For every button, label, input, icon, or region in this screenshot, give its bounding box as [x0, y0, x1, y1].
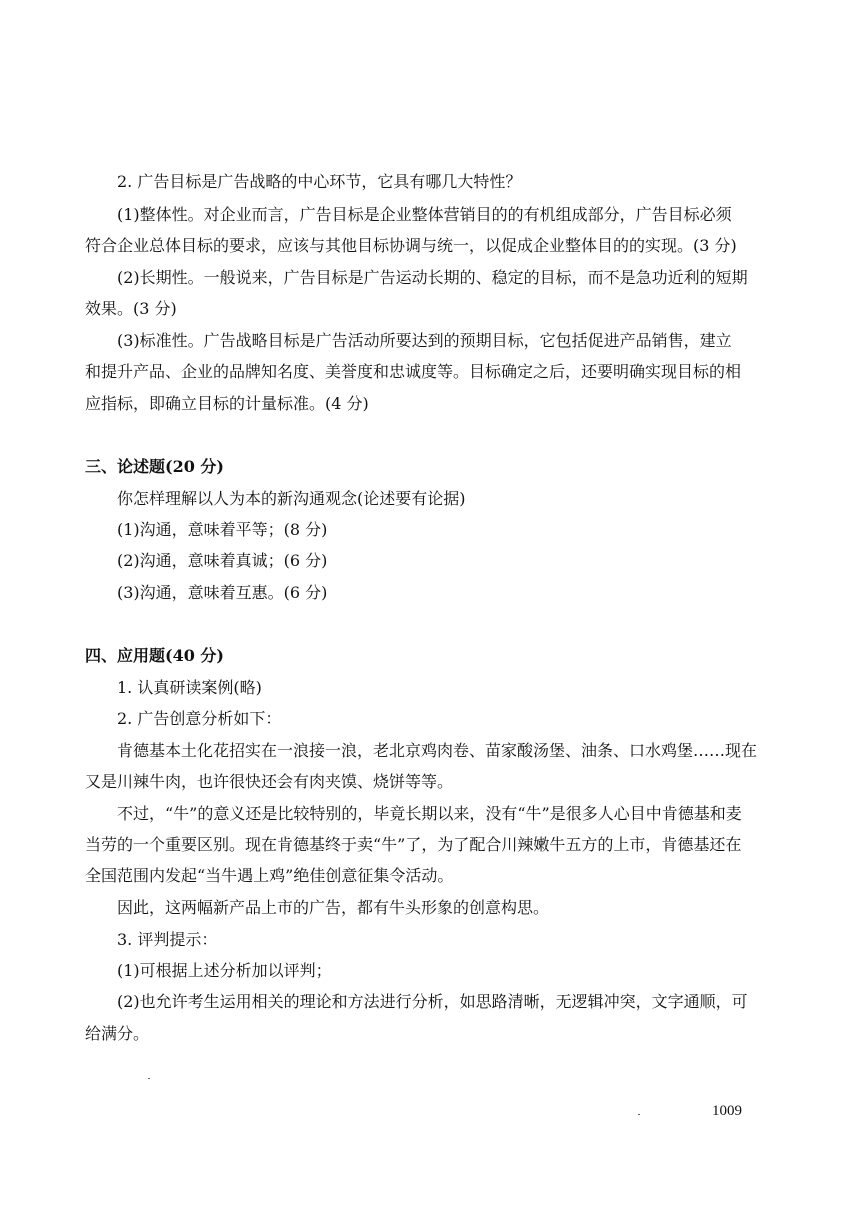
analysis-para-1-line-2: 又是川辣牛肉，也许很快还会有肉夹馍、烧饼等等。 [85, 772, 454, 791]
answer-3-line-2: 和提升产品、企业的品牌知名度、美誉度和忠诚度等。目标确定之后，还要明确实现目标的相 [85, 362, 742, 381]
application-item-3: 3. 评判提示： [117, 930, 218, 949]
essay-point-1: (1)沟通，意味着平等；(8 分) [117, 520, 328, 539]
answer-1-line-2: 符合企业总体目标的要求，应该与其他目标协调与统一，以促成企业整体目的的实现。(3 分) [85, 236, 737, 255]
analysis-para-2-line-2: 当劳的一个重要区别。现在肯德基终于卖“牛”了，为了配合川辣嫩牛五方的上市，肯德基还在 [85, 835, 742, 854]
answer-3-line-3: 应指标，即确立目标的计量标准。(4 分) [85, 394, 369, 413]
grading-hint-2-line-1: (2)也允许考生运用相关的理论和方法进行分析，如思路清晰，无逻辑冲突，文字通顺，可 [117, 992, 748, 1011]
section-three-heading: 三、论述题(20 分) [85, 457, 224, 476]
analysis-para-3: 因此，这两幅新产品上市的广告，都有牛头形象的创意构思。 [117, 898, 550, 917]
scan-speck [148, 1078, 150, 1079]
application-item-2: 2. 广告创意分析如下： [117, 709, 282, 728]
scan-speck [638, 1114, 640, 1115]
analysis-para-2-line-3: 全国范围内发起“当牛遇上鸡”绝佳创意征集令活动。 [85, 866, 454, 885]
answer-2-line-2: 效果。(3 分) [85, 299, 177, 318]
analysis-para-1-line-1: 肯德基本土化花招实在一浪接一浪，老北京鸡肉卷、苗家酸汤堡、油条、口水鸡堡……现在 [117, 741, 758, 760]
application-item-1: 1. 认真研读案例(略) [117, 678, 262, 697]
essay-point-3: (3)沟通，意味着互惠。(6 分) [117, 583, 328, 602]
essay-prompt: 你怎样理解以人为本的新沟通观念(论述要有论据) [117, 489, 466, 508]
grading-hint-1: (1)可根据上述分析加以评判； [117, 961, 332, 980]
question-2: 2. 广告目标是广告战略的中心环节，它具有哪几大特性？ [117, 172, 522, 191]
page-number: 1009 [712, 1103, 742, 1119]
analysis-para-2-line-1: 不过，“牛”的意义还是比较特别的，毕竟长期以来，没有“牛”是很多人心目中肯德基和麦 [117, 804, 742, 823]
answer-3-line-1: (3)标准性。广告战略目标是广告活动所要达到的预期目标，它包括促进产品销售，建立 [117, 331, 732, 350]
section-four-heading: 四、应用题(40 分) [85, 646, 224, 665]
answer-2-line-1: (2)长期性。一般说来，广告目标是广告运动长期的、稳定的目标，而不是急功近利的短期 [117, 268, 748, 287]
grading-hint-2-line-2: 给满分。 [85, 1024, 150, 1043]
answer-1-line-1: (1)整体性。对企业而言，广告目标是企业整体营销目的的有机组成部分，广告目标必须 [117, 205, 732, 224]
essay-point-2: (2)沟通，意味着真诚；(6 分) [117, 551, 328, 570]
